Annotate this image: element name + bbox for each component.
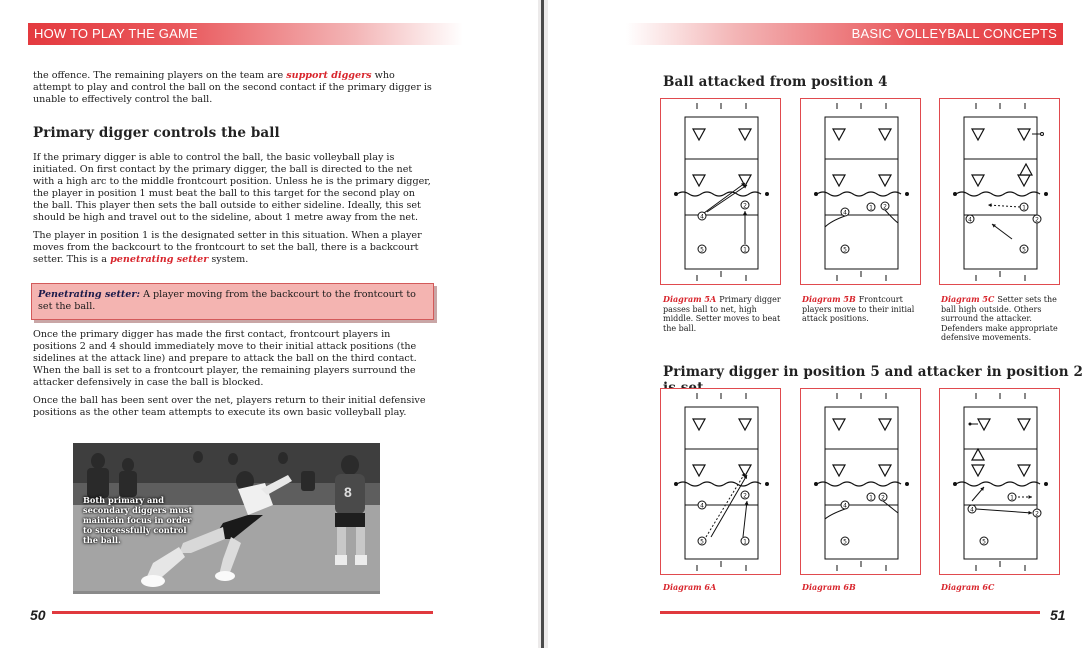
player-2-marker — [1033, 509, 1041, 518]
pass-arrow — [711, 475, 747, 537]
player-2-marker — [879, 493, 887, 502]
svg-text:5: 5 — [1022, 246, 1026, 254]
svg-text:5: 5 — [982, 538, 986, 546]
player-5-marker — [841, 245, 849, 254]
diagram-6b — [800, 388, 921, 575]
opponent-triangle — [693, 129, 705, 140]
court-lines — [814, 393, 909, 571]
opponent-triangle — [1018, 175, 1030, 186]
opponent-triangle — [693, 419, 705, 430]
court-diagram-5c — [940, 99, 1061, 286]
court-lines — [953, 393, 1048, 571]
running-header-left: HOW TO PLAY THE GAME — [28, 23, 463, 45]
players — [698, 473, 749, 546]
diagram-6a — [660, 388, 781, 575]
player-5-marker — [698, 537, 706, 546]
svg-text:2: 2 — [1035, 510, 1039, 518]
player-4-marker — [698, 212, 706, 221]
book-gutter — [538, 0, 548, 648]
svg-text:2: 2 — [883, 203, 887, 211]
svg-text:4: 4 — [700, 213, 704, 221]
left-page — [0, 0, 538, 648]
svg-text:4: 4 — [843, 502, 847, 510]
svg-text:5: 5 — [843, 246, 847, 254]
opponent-triangle — [833, 175, 845, 186]
paragraph-setter: The player in position 1 is the designated setter in this situation. When a player moves from the backcourt to the frontcourt to set the ball, there is a backcourt setter. This is a penetrating setter system. — [33, 230, 422, 265]
player-2-marker — [741, 491, 749, 500]
player-5-marker — [698, 245, 706, 254]
player-1-marker — [1008, 493, 1016, 502]
court-diagram-6c — [940, 389, 1061, 576]
diagram-caption-6a: Diagram 6A — [663, 582, 717, 592]
player-2-marker — [741, 201, 749, 210]
svg-text:4: 4 — [700, 502, 704, 510]
opponent-triangle — [972, 129, 984, 140]
paragraph-return-defense: Once the ball has been sent over the net, players return to their initial defensive positions as the other team attempts to execute its own basic volleyball play. — [33, 395, 426, 418]
opponent-triangle — [739, 175, 751, 186]
players — [825, 493, 898, 546]
player-5-marker — [841, 537, 849, 546]
intro-paragraph: the offence. The remaining players on the team are support diggers who attempt to play and control the ball on the second contact if the primary digger is unable to effectively control the ball. — [33, 70, 432, 105]
term-support-diggers: support diggers — [286, 70, 372, 81]
photo-caption: Both primary and secondary diggers must maintain focus in order to successfully control the ball. — [83, 495, 193, 545]
diagram-5c — [939, 98, 1060, 285]
net-line — [817, 482, 901, 486]
section-heading-primary-digger: Primary digger controls the ball — [33, 125, 280, 141]
pass-arrow — [704, 183, 745, 213]
right-page — [548, 0, 1091, 648]
svg-text:1: 1 — [869, 494, 873, 502]
player-1-marker — [741, 537, 749, 546]
net-line — [956, 192, 1040, 196]
court-lines — [674, 393, 769, 571]
gutter-rule — [541, 0, 544, 648]
opponent-triangle — [879, 465, 891, 476]
diagram-caption-5b: Diagram 5B Frontcourt players move to their initial attack positions. — [802, 294, 915, 323]
attack-arrow — [976, 509, 1032, 513]
opponent-triangle — [739, 419, 751, 430]
svg-text:4: 4 — [843, 209, 847, 217]
opponents — [693, 129, 751, 186]
section-heading-position-5: Primary digger in position 5 and attacker in position 2 — [663, 364, 1083, 380]
definition-box — [31, 283, 434, 320]
svg-text:4: 4 — [968, 216, 972, 224]
svg-text:2: 2 — [743, 492, 747, 500]
opponent-triangle — [879, 419, 891, 430]
svg-text:8: 8 — [344, 484, 352, 500]
opponent-triangle — [972, 175, 984, 186]
player-4-marker — [841, 501, 849, 510]
opponents — [972, 129, 1044, 186]
opponent-triangle — [978, 419, 990, 430]
opponent-triangle — [833, 465, 845, 476]
photo-diving-player — [73, 443, 380, 594]
opponent-triangle — [739, 129, 751, 140]
svg-text:2: 2 — [881, 494, 885, 502]
opponent-triangle — [693, 465, 705, 476]
page-number-left: 50 — [30, 607, 46, 623]
blocker-triangle — [1020, 164, 1032, 175]
opponent-triangle — [1018, 419, 1030, 430]
court-lines — [953, 103, 1048, 281]
court-lines — [814, 103, 909, 281]
svg-text:5: 5 — [700, 538, 704, 546]
opponent-triangle — [693, 175, 705, 186]
opponent-triangle — [879, 129, 891, 140]
svg-text:5: 5 — [843, 538, 847, 546]
net-line — [677, 482, 761, 486]
diagram-caption-5c: Diagram 5C Setter sets the ball high outside. Others surround the attacker. Defenders make appropriate defensive movements. — [941, 294, 1058, 342]
opponent-triangle — [833, 419, 845, 430]
player-1-marker — [867, 493, 875, 502]
set-arrow — [988, 205, 1020, 207]
movement-arrow — [743, 501, 747, 537]
svg-text:1: 1 — [1022, 204, 1026, 212]
player-4-marker — [841, 208, 849, 217]
svg-text:2: 2 — [1035, 216, 1039, 224]
footer-rule-right — [660, 611, 1040, 614]
svg-text:4: 4 — [970, 506, 974, 514]
opponent-triangle — [879, 175, 891, 186]
diagram-6c — [939, 388, 1060, 575]
opponent-triangle — [1018, 129, 1030, 140]
player-2-marker — [1033, 215, 1041, 224]
opponents — [833, 129, 891, 186]
player-1-marker — [1020, 203, 1028, 212]
player-4-marker — [698, 501, 706, 510]
svg-text:1: 1 — [743, 246, 747, 254]
court-diagram-6a — [661, 389, 782, 576]
definition-text: A player moving from the backcourt to the frontcourt to set the ball. — [38, 289, 416, 312]
opponent-triangle — [739, 465, 751, 476]
player-5-marker — [980, 537, 988, 546]
paragraph-primary-digger: If the primary digger is able to control the ball, the basic volleyball play is initiated. On first contact by the primary digger, the ball is directed to the net with a high arc to the middle frontcourt position. Unless he is the primary digger, the player in position 1 must beat the ball to this target for the second play on the ball. This player then sets the ball outside to either sideline. Ideally, this set should be high and travel out to the sideline, about 1 metre away from the net. — [33, 152, 431, 223]
player-2-marker — [881, 202, 889, 211]
diagram-caption-6b: Diagram 6B — [802, 582, 856, 592]
section-heading-position-4: Ball attacked from position 4 — [663, 74, 888, 90]
diagram-5b — [800, 98, 921, 285]
opponent-triangle — [972, 465, 984, 476]
definition-term: Penetrating setter: — [38, 289, 141, 300]
svg-text:1: 1 — [1010, 494, 1014, 502]
diagram-5a — [660, 98, 781, 285]
diagram-caption-6c: Diagram 6C — [941, 582, 995, 592]
svg-text:5: 5 — [700, 246, 704, 254]
svg-text:1: 1 — [743, 538, 747, 546]
net-line — [817, 192, 901, 196]
term-penetrating-setter: penetrating setter — [110, 254, 209, 265]
diagram-caption-5a: Diagram 5A Primary digger passes ball to net, high middle. Setter moves to beat the ball. — [663, 294, 781, 333]
running-header-right: BASIC VOLLEYBALL CONCEPTS — [626, 23, 1063, 45]
court-diagram-5a — [661, 99, 782, 286]
net-line — [677, 192, 761, 196]
opponents — [969, 419, 1031, 476]
player-1-marker — [867, 203, 875, 212]
paragraph-attack-positions: Once the primary digger has made the first contact, frontcourt players in positions 2 and 4 should immediately move to their initial attack positions (the sidelines at the attack line) and prepare to attack the ball on the third contact. When the ball is set to a frontcourt player, the remaining players surround the attacker defensively in case the ball is blocked. — [33, 329, 417, 388]
players — [698, 183, 749, 254]
footer-rule-left — [52, 611, 433, 614]
court-diagram-5b — [801, 99, 922, 286]
court-diagram-6b — [801, 389, 922, 576]
player-1-marker — [741, 245, 749, 254]
page-number-right: 51 — [1050, 607, 1066, 623]
svg-text:1: 1 — [869, 204, 873, 212]
opponents — [833, 419, 891, 476]
net-line — [956, 482, 1040, 486]
players — [966, 203, 1041, 254]
player-4-marker — [966, 215, 974, 224]
movement-arrow — [992, 224, 1012, 239]
pass-arrow — [707, 185, 747, 212]
opponent-triangle — [1018, 465, 1030, 476]
players — [968, 487, 1041, 546]
players — [825, 202, 898, 254]
blocker-triangle — [972, 449, 984, 460]
opponent-triangle — [833, 129, 845, 140]
opponents — [693, 419, 751, 476]
player-5-marker — [1020, 245, 1028, 254]
court-lines — [674, 103, 769, 281]
svg-text:2: 2 — [743, 202, 747, 210]
player-4-marker — [968, 505, 976, 514]
